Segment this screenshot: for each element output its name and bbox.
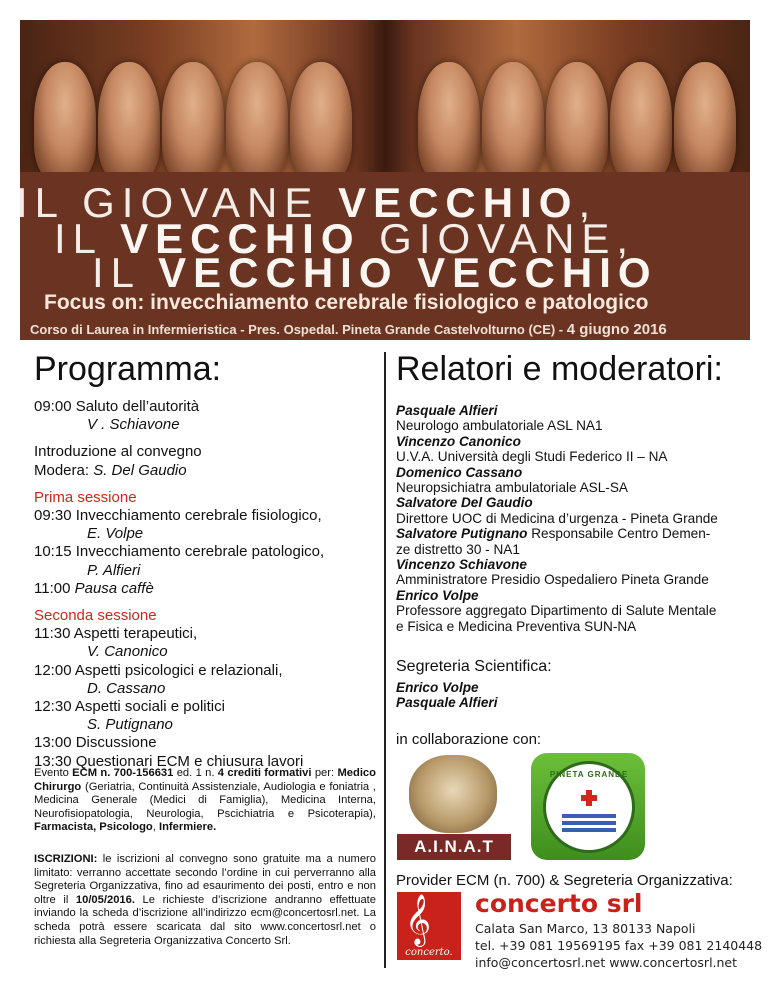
pineta-grande-logo xyxy=(531,753,645,860)
provider-address: Calata San Marco, 13 80133 Napoli xyxy=(475,921,696,936)
program-speaker: V. Canonico xyxy=(87,643,168,661)
face-right-5 xyxy=(418,62,480,172)
speaker-name: Enrico Volpe xyxy=(396,587,479,603)
speaker-role: Amministratore Presidio Ospedaliero Pineta Grande xyxy=(396,572,709,588)
face-right-3 xyxy=(546,62,608,172)
speaker-name: Domenico Cassano xyxy=(396,464,523,480)
speaker-role: Neurologo ambulatoriale ASL NA1 xyxy=(396,418,603,434)
title-line-1: IL GIOVANE VECCHIO, xyxy=(16,179,598,226)
speaker-name: Vincenzo Schiavone xyxy=(396,557,527,573)
face-right-4 xyxy=(482,62,544,172)
program-item: 11:30 Aspetti terapeutici, xyxy=(34,625,198,643)
program-item: 12:30 Aspetti sociali e politici xyxy=(34,698,225,716)
brain-icon xyxy=(409,755,497,833)
program-item: 10:15 Invecchiamento cerebrale patologico, xyxy=(34,543,325,561)
title-line-2: IL VECCHIO GIOVANE, xyxy=(54,215,636,262)
face-left-3 xyxy=(162,62,224,172)
speakers-list xyxy=(396,403,746,634)
header-image xyxy=(20,20,750,172)
segreteria-names: Enrico Volpe Pasquale Alfieri xyxy=(396,680,498,711)
program-speaker: S. Putignano xyxy=(87,716,173,734)
program-item: 13:30 Questionari ECM e chiusura lavori xyxy=(34,752,304,770)
session-title: Seconda sessione xyxy=(34,607,157,625)
provider-label: Provider ECM (n. 700) & Segreteria Organizzativa: xyxy=(396,872,733,889)
treble-clef-icon: 𝄞 xyxy=(405,894,432,945)
ecm-info: Evento ECM n. 700-156631 ed. 1 n. 4 crediti formativi per: Medico Chirurgo (Geriatria, Continuità Assistenziale, Audiologia e foniatria , Medicina Generale (Medici di Famiglia), Medicina Interna, Neurofisiopatologia, Neurologia, Pscichiatria e Psicoterapia), Farmacista, Psicologo, Infermiere. xyxy=(34,767,376,834)
speaker-role: Neuropsichiatra ambulatoriale ASL-SA xyxy=(396,480,628,496)
program-item: 09:30 Invecchiamento cerebrale fisiologico, xyxy=(34,507,322,525)
face-left-1 xyxy=(34,62,96,172)
collaboration-label: in collaborazione con: xyxy=(396,731,542,748)
segreteria-label: Segreteria Scientifica: xyxy=(396,658,552,675)
face-left-5 xyxy=(290,62,352,172)
column-divider xyxy=(384,352,386,968)
title-line-3: IL VECCHIO VECCHIO xyxy=(92,249,658,296)
concerto-logo-text: concerto. xyxy=(405,947,453,958)
program-list xyxy=(34,398,374,771)
speaker-role: Professore aggregato Dipartimento di Salute Mentale xyxy=(396,603,717,619)
speaker-role: Direttore UOC di Medicina d’urgenza - Pineta Grande xyxy=(396,510,718,526)
speaker-name: Vincenzo Canonico xyxy=(396,433,521,449)
speaker-name: Pasquale Alfieri xyxy=(396,403,498,418)
face-right-2 xyxy=(610,62,672,172)
pineta-title: PINETA GRANDE xyxy=(549,770,629,779)
program-item: 13:00 Discussione xyxy=(34,734,157,752)
speaker-role: ze distretto 30 - NA1 xyxy=(396,541,520,557)
speaker-role: e Fisica e Medicina Preventiva SUN-NA xyxy=(396,618,637,634)
ainat-logo xyxy=(397,753,511,860)
speaker-name: Salvatore Del Gaudio xyxy=(396,495,533,511)
concerto-logo xyxy=(397,892,461,960)
face-right-1 xyxy=(674,62,736,172)
speaker-role: U.V.A. Università degli Studi Federico II – NA xyxy=(396,449,668,465)
registration-info: ISCRIZIONI: le iscrizioni al convegno sono gratuite ma a numero limitato: verranno accettate secondo l’ordine in cui perverranno alla Segreteria Organizzativa, fino ad esaurimento dei posti, entro e non oltre il 10/05/2016. Le richieste d’iscrizione andranno effettuate inviando la scheda d’iscrizione all’indirizzo ecm@concertosrl.net. La scheda potrà essere scaricata dal sito www.concertosrl.net o richiesta alla Segreteria Organizzativa Concerto Srl. xyxy=(34,853,376,947)
program-item: 11:00 Pausa caffè xyxy=(34,579,154,597)
provider-phone: tel. +39 081 19569195 fax +39 081 2140448 xyxy=(475,938,763,953)
pineta-badge xyxy=(543,761,635,853)
provider-contacts: info@concertosrl.net www.concertosrl.net xyxy=(475,955,738,970)
face-left-2 xyxy=(98,62,160,172)
speaker-entry xyxy=(396,526,746,541)
program-item: Introduzione al convegno xyxy=(34,443,202,461)
speaker-name: Salvatore Putignano xyxy=(396,526,528,542)
relatori-heading: Relatori e moderatori: xyxy=(396,350,723,388)
programma-heading: Programma: xyxy=(34,350,222,388)
speaker-role: Responsabile Centro Demen- xyxy=(527,526,711,542)
program-speaker: P. Alfieri xyxy=(87,561,141,579)
program-item: 12:00 Aspetti psicologici e relazionali, xyxy=(34,661,283,679)
ainat-label: A.I.N.A.T xyxy=(397,834,511,860)
session-title: Prima sessione xyxy=(34,488,137,506)
program-item: 09:00 Saluto dell’autorità xyxy=(34,398,200,415)
face-left-4 xyxy=(226,62,288,172)
program-speaker: E. Volpe xyxy=(87,525,144,543)
program-moderator: Modera: S. Del Gaudio xyxy=(34,461,187,479)
focus-subtitle: Focus on: invecchiamento cerebrale fisiologico e patologico xyxy=(44,291,649,314)
program-speaker: V . Schiavone xyxy=(87,416,180,434)
red-cross-icon xyxy=(581,790,597,806)
provider-name: concerto srl xyxy=(475,889,643,918)
course-info: Corso di Laurea in Infermieristica - Pres. Ospedal. Pineta Grande Castelvolturno (CE) - 4 giugno 2016 xyxy=(30,321,667,338)
program-speaker: D. Cassano xyxy=(87,679,166,697)
event-date: 4 giugno 2016 xyxy=(566,321,667,338)
